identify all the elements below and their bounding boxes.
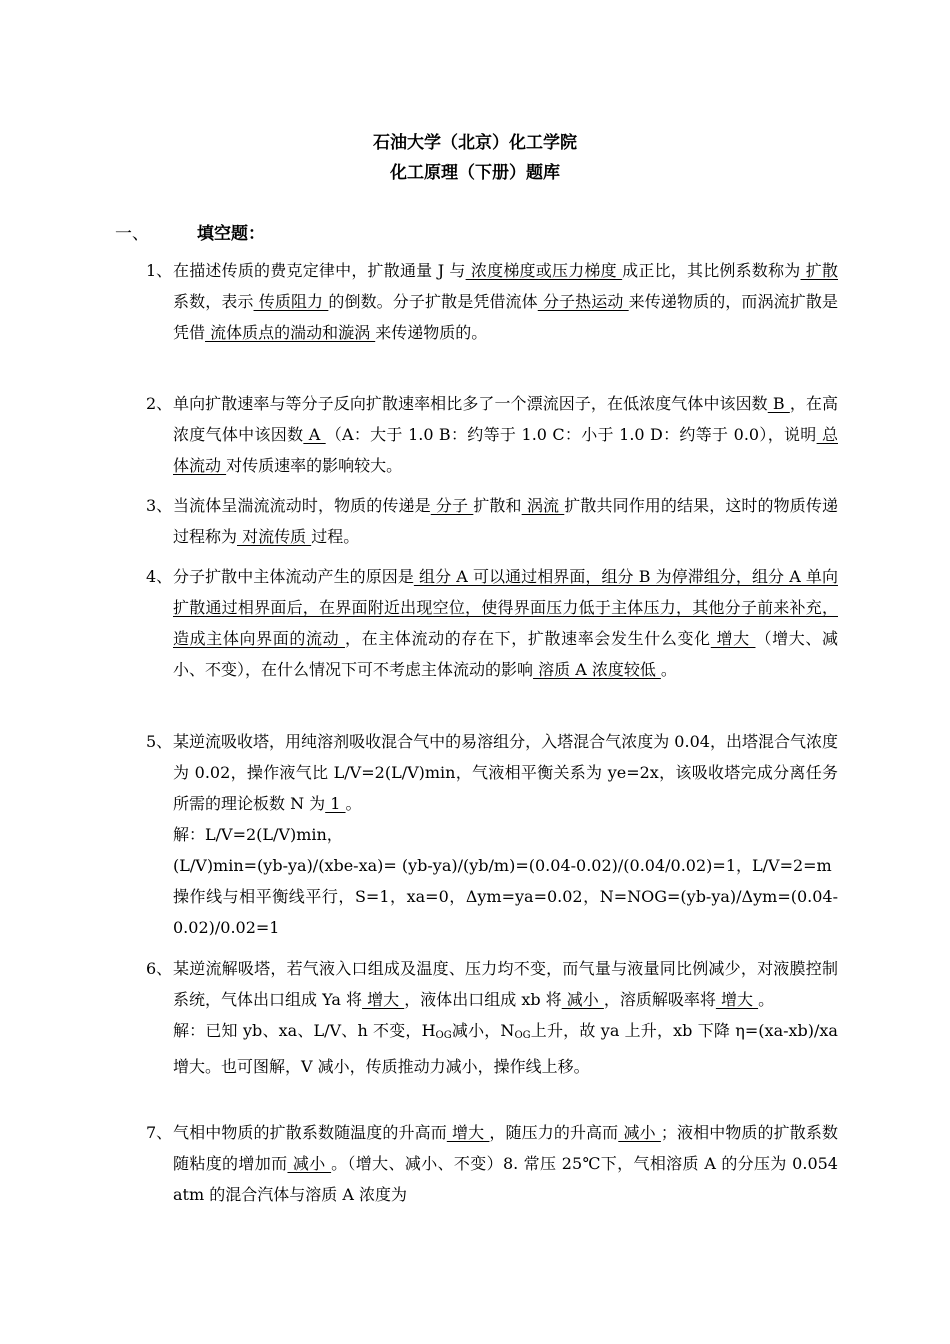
answer-blank: 溶质 A 浓度较低	[533, 660, 661, 679]
answer-blank: 减小	[287, 1154, 332, 1173]
answer-blank: 总体流动	[173, 425, 838, 475]
text-run: 过程。	[311, 527, 360, 546]
answer-blank: 涡流	[521, 496, 565, 515]
answer-blank: 对流传质	[237, 527, 312, 546]
text-run: 扩散和	[473, 496, 522, 515]
question-number: 4、	[146, 567, 173, 586]
answer-blank: 扩散	[800, 261, 838, 280]
text-run: 在描述传质的费克定律中，扩散通量 J 与	[173, 261, 466, 280]
answer-blank: 增大	[446, 1123, 490, 1142]
document-title: 石油大学（北京）化工学院	[373, 133, 577, 153]
section-label: 填空题：	[197, 224, 265, 244]
question-1	[146, 255, 838, 348]
answer-blank: 传质阻力	[253, 292, 329, 311]
question-number: 7、	[146, 1123, 173, 1142]
text-run: 单向扩散速率与等分子反向扩散速率相比多了一个漂流因子，在低浓度气体中该因数	[173, 394, 768, 413]
answer-blank: 组分 A 可以通过相界面，组分 B 为停滞组分，组分 A 单向扩散通过相界面后，在界面附近出现空位，使得界面压力低于主体压力，其他分子前来补充，造成主体向界面的流动	[173, 567, 838, 648]
answer-blank: 减小	[618, 1123, 661, 1142]
text-run: 来传递物质的，而涡流扩散是凭借	[173, 292, 838, 342]
text-run: 。（增大、减小、不变）8. 常压 25℃下，气相溶质 A 的分压为 0.054 atm 的混合汽体与溶质 A 浓度为	[173, 1154, 838, 1204]
question-number: 6、	[146, 959, 173, 978]
text-run: 的倒数。分子扩散是凭借流体	[328, 292, 538, 311]
solution-line: 操作线与相平衡线平行，S=1，xa=0，Δym=ya=0.02，N=NOG=(yb-ya)/Δym=(0.04-0.02)/0.02=1	[173, 887, 838, 937]
answer-blank: 流体质点的湍动和漩涡	[205, 323, 376, 342]
solution-line	[173, 1015, 838, 1082]
text-run: 。	[758, 990, 775, 1009]
question-number: 3、	[146, 496, 173, 515]
question-text	[173, 726, 838, 943]
question-text	[173, 255, 838, 348]
text-run: 。	[345, 794, 362, 813]
text-run: 解：已知 yb、xa、L/V、h 不变，H	[173, 1021, 436, 1040]
text-run: 当流体呈湍流流动时，物质的传递是	[173, 496, 431, 515]
text-run: 来传递物质的。	[375, 323, 488, 342]
answer-blank: 1	[325, 794, 346, 813]
solution-line: 解：L/V=2(L/V)min，	[173, 825, 343, 844]
text-run: 分子扩散中主体流动产生的原因是	[173, 567, 414, 586]
question-number: 2、	[146, 394, 173, 413]
text-run: ，随压力的升高而	[489, 1123, 619, 1142]
answer-blank: 减小	[561, 990, 604, 1009]
question-7	[146, 1117, 838, 1210]
text-run: ，液体出口组成 xb 将	[404, 990, 562, 1009]
question-3	[146, 490, 838, 552]
question-text	[173, 953, 838, 1082]
question-2	[146, 388, 838, 481]
question-text	[173, 561, 838, 685]
text-run: 上升，故 ya 上升，xb 下降 η=(xa-xb)/xa 增大。也可图解，V 减小，传质推动力减小，操作线上移。	[173, 1021, 838, 1076]
subscript: OG	[435, 1030, 452, 1041]
solution-line: (L/V)min=(yb-ya)/(xbe-xa)= (yb-ya)/(yb/m)=(0.04-0.02)/(0.04/0.02)=1，L/V=2=m	[173, 856, 832, 875]
answer-blank: 分子	[430, 496, 474, 515]
question-text	[173, 490, 838, 552]
text-run: 某逆流吸收塔，用纯溶剂吸收混合气中的易溶组分，入塔混合气浓度为 0.04，出塔混合气浓度为 0.02，操作液气比 L/V=2(L/V)min，气液相平衡关系为 ye=2x，该吸收塔完成分离任务所需的理论板数 N 为	[173, 732, 838, 813]
answer-blank: B	[767, 394, 790, 413]
text-run: （A：大于 1.0 B：约等于 1.0 C：小于 1.0 D：约等于 0.0），说明	[325, 425, 817, 444]
answer-blank: 增大	[362, 990, 405, 1009]
text-run: ，在主体流动的存在下，扩散速率会发生什么变化	[344, 629, 711, 648]
subscript: OG	[514, 1030, 531, 1041]
text-run: 对传质速率的影响较大。	[226, 456, 403, 475]
text-run: 扩散共同作用的结果，这时的物质传递过程称为	[173, 496, 838, 546]
answer-blank: 增大	[710, 629, 756, 648]
document-subtitle: 化工原理（下册）题库	[390, 163, 560, 183]
question-number: 1、	[146, 261, 173, 280]
text-run: （增大、减小、不变），在什么情况下可不考虑主体流动的影响	[173, 629, 838, 679]
text-run: 。	[660, 660, 677, 679]
answer-blank: 增大	[715, 990, 759, 1009]
text-run: 系数，表示	[173, 292, 254, 311]
text-run: ，在高浓度气体中该因数	[173, 394, 838, 444]
question-6	[146, 953, 838, 1082]
question-text	[173, 1117, 838, 1210]
text-run: 成正比，其比例系数称为	[622, 261, 801, 280]
text-run: 某逆流解吸塔，若气液入口组成及温度、压力均不变，而气量与液量同比例减少，对液膜控制系统，气体出口组成 Ya 将	[173, 959, 838, 1009]
question-text	[173, 388, 838, 481]
answer-blank: A	[303, 425, 326, 444]
answer-blank: 浓度梯度或压力梯度	[465, 261, 623, 280]
section-number: 一、	[115, 224, 149, 244]
text-run: 减小，N	[451, 1021, 515, 1040]
question-number: 5、	[146, 732, 173, 751]
text-run: ，溶质解吸率将	[603, 990, 716, 1009]
answer-blank: 分子热运动	[537, 292, 629, 311]
question-4	[146, 561, 838, 685]
question-5	[146, 726, 838, 943]
text-run: ；液相中物质的扩散系数随粘度的增加而	[173, 1123, 838, 1173]
text-run: 气相中物质的扩散系数随温度的升高而	[173, 1123, 447, 1142]
section-heading	[115, 219, 265, 244]
